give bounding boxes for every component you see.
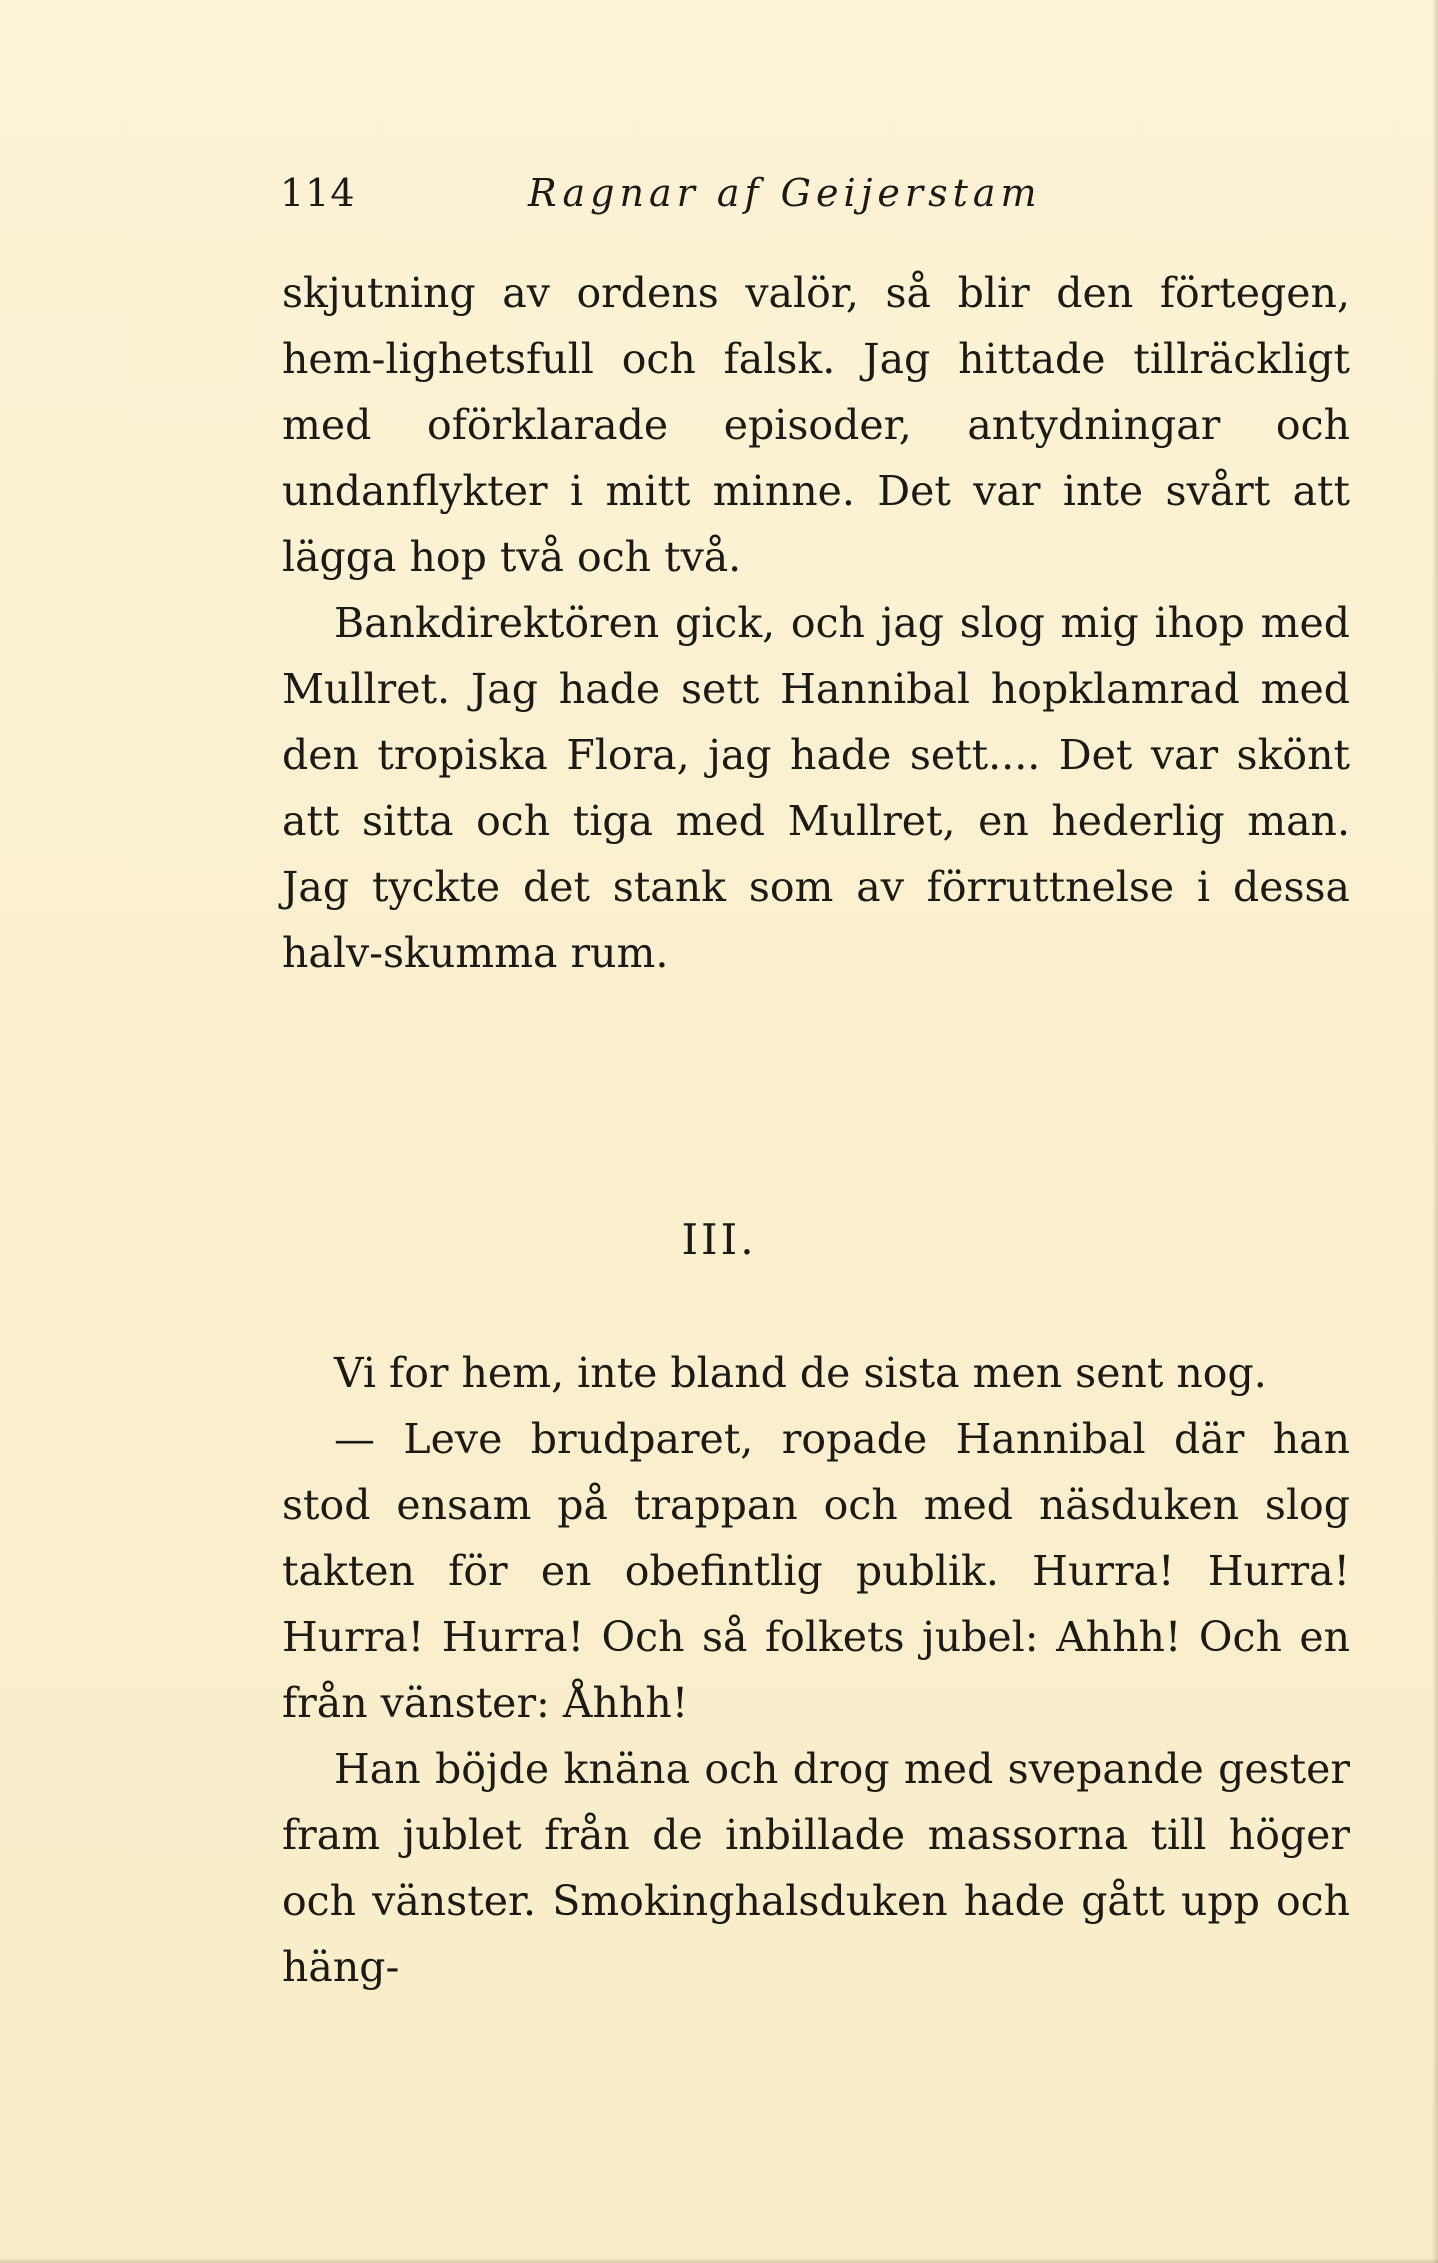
paragraph: — Leve brudparet, ropade Hannibal där han stod ensam på trappan och med näsduken slog takten för en obefintlig publik. Hurra! Hurra! Hurra! Hurra! Och så folkets jubel: Ahhh! Och en från vänster: Åhhh! xyxy=(282,1415,1350,1727)
page-number: 114 xyxy=(280,171,356,215)
running-title: Ragnar af Geijerstam xyxy=(528,171,1042,215)
text-block-after-section xyxy=(282,1340,1350,2000)
paragraph: Bankdirektören gick, och jag slog mig ihop med Mullret. Jag hade sett Hannibal hopklamrad med den tropiska Flora, jag hade sett.... Det var skönt att sitta och tiga med Mullret, en hederlig man. Jag tyckte det stank som av förruttnelse i dessa halv-skumma rum. xyxy=(282,599,1350,977)
section-heading: III. xyxy=(681,1215,757,1264)
page-edge-shadow xyxy=(0,2258,1438,2263)
text-block-before-section xyxy=(282,260,1350,986)
running-head xyxy=(280,168,1180,218)
paragraph: Han böjde knäna och drog med svepande gester fram jublet från de inbillade massorna till höger och vänster. Smokinghalsduken hade gått upp och häng- xyxy=(282,1745,1350,1991)
paragraph: skjutning av ordens valör, så blir den förtegen, hem-lighetsfull och falsk. Jag hittade tillräckligt med oförklarade episoder, antydningar och undanflykter i mitt minne. Det var inte svårt att lägga hop två och två. xyxy=(282,269,1350,581)
page-edge-shadow xyxy=(1432,0,1438,2263)
paragraph: Vi for hem, inte bland de sista men sent nog. xyxy=(334,1349,1267,1397)
